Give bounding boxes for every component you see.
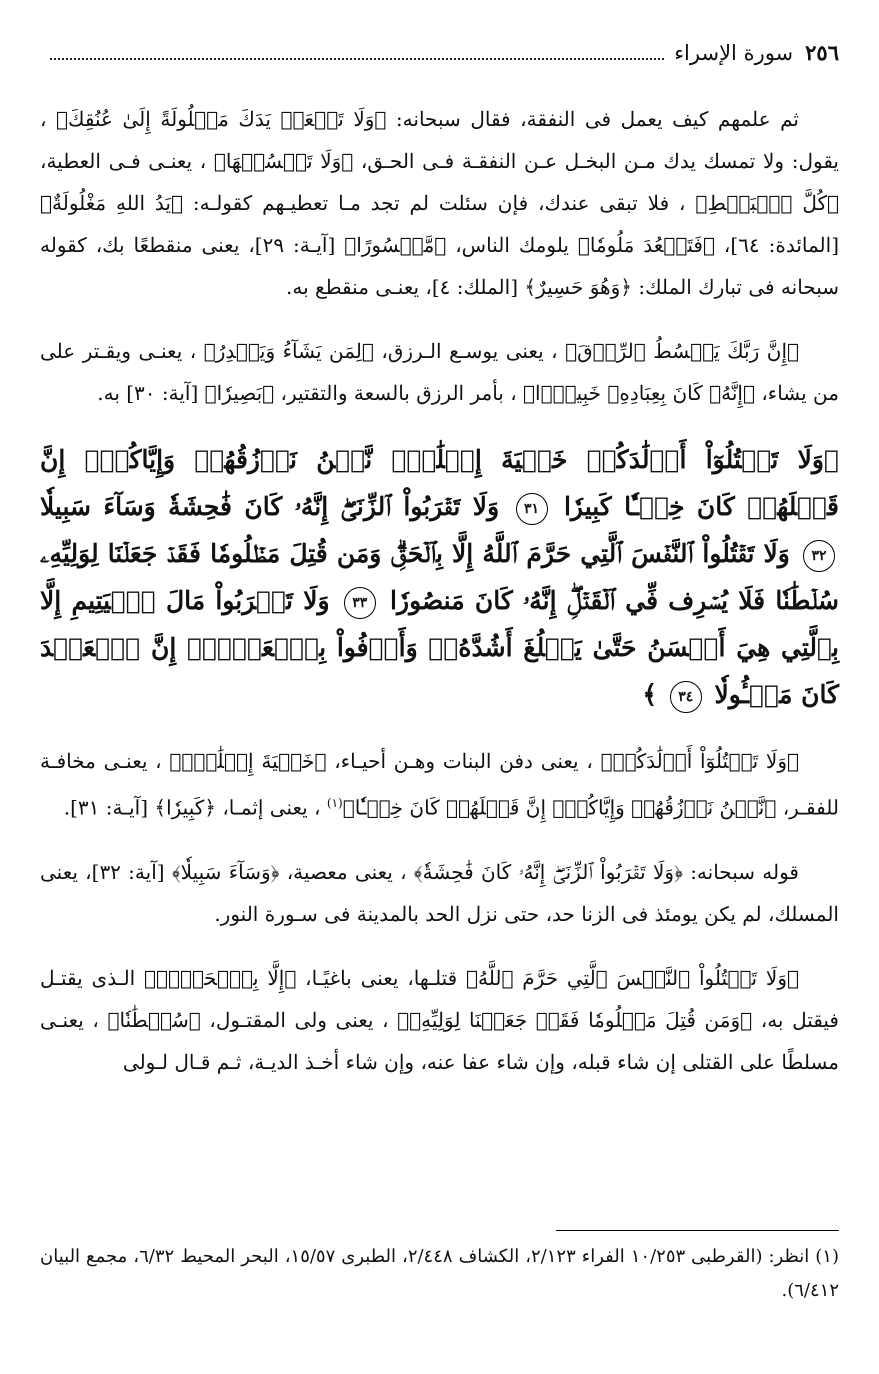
verse-number-33: ٣٣ (344, 587, 376, 619)
page-number: ٢٥٦ (805, 40, 839, 65)
verse-31-text: ﴿وَلَا تَقۡتُلُوٓاْ أَوۡلَٰدَكُمۡ خَشۡيَةَ إِمۡلَٰقٖۖ نَّحۡنُ نَرۡزُقُهُمۡ وَإِيَّاكُمۡۚ إِنَّ قَتۡلَهُمۡ كَانَ خِطۡـٔٗا كَبِيرٗا (40, 445, 839, 521)
footnote-ref-1: (١) (326, 796, 343, 810)
verse-number-31: ٣١ (516, 493, 548, 525)
paragraph-5: ﴿وَلَا تَقۡتُلُواْ ٱلنَّفۡسَ ٱلَّتِي حَرَّمَ ٱللَّهُ﴾ قتلـها، يعنى باغيًـا، ﴿إِلَّا بِٱلۡحَقِّۗ﴾ الـذى يقتـل فيقتل به، ﴿وَمَن قُتِلَ مَظۡلُومٗا فَقَدۡ جَعَلۡنَا لِوَلِيِّهِۦ﴾ ، يعنى ولى المقتـول، ﴿سُلۡطَٰنٗا﴾ ، يعنـى مسلطًا على القتلى إن شاء قبله، وإن شاء عفا عنه، وإن شاء أخـذ الديـة، ثـم قـال لـولى (40, 965, 839, 1074)
footnote-separator (556, 1230, 839, 1231)
verse-32-text: وَلَا تَقۡرَبُواْ ٱلزِّنَىٰٓۖ إِنَّهُۥ كَانَ فَٰحِشَةٗ وَسَآءَ سَبِيلٗا (40, 492, 500, 521)
header-dotted-leader (50, 42, 664, 60)
verse-34-text: وَلَا تَقۡرَبُواْ مَالَ ٱلۡيَتِيمِ إِلَّا بِٱلَّتِي هِيَ أَحۡسَنُ حَتَّىٰ يَبۡلُغَ أَشُدَّهُۥۚ وَأَوۡفُواْ بِٱلۡعَهۡدِۖ إِنَّ ٱلۡعَهۡدَ كَانَ مَسۡـُٔولٗا (40, 586, 839, 709)
page-header (40, 40, 839, 78)
footnote-1: (١) انظر: (القرطبى ١٠/٢٥٣ الفراء ٢/١٢٣، الكشاف ٢/٤٤٨، الطبرى ١٥/٥٧، البحر المحيط ٦/٣٢، مجمع البيان ٦/٤١٢). (40, 1246, 839, 1301)
paragraph-3-part-b: ، يعنى إثمـا، ﴿كَبِيرٗا﴾ [آيـة: ٣١]. (63, 795, 321, 820)
verse-number-34: ٣٤ (670, 681, 702, 713)
quran-verses-block (40, 436, 839, 718)
paragraph-4: قوله سبحانه: ﴿وَلَا تَقۡرَبُواْ ٱلزِّنَىٰٓۖ إِنَّهُۥ كَانَ فَٰحِشَةٗ﴾ ، يعنى معصية، ﴿وَسَآءَ سَبِيلٗا﴾ [آية: ٣٢]، يعنى المسلك، لم يكن يومئذ فى الزنا حد، حتى نزل الحد بالمدينة فى سـورة النور. (40, 859, 839, 926)
page-body (40, 98, 839, 1083)
paragraph-3-part-a: ﴿وَلَا تَقۡتُلُوٓاْ أَوۡلَٰدَكُمۡ﴾ ، يعنى دفن البنات وهـن أحيـاء، ﴿خَشۡيَةَ إِمۡلَٰقٖۖ﴾ ، يعنـى مخافـة للفقـر، ﴿نَّحۡنُ نَرۡزُقُهُمۡ وَإِيَّاكُمۡۚ إِنَّ قَتۡلَهُمۡ كَانَ خِطۡـٔٗا﴾ (40, 749, 839, 820)
verse-block-close: ﴾ (642, 680, 658, 709)
verse-33-text: وَلَا تَقۡتُلُواْ ٱلنَّفۡسَ ٱلَّتِي حَرَّمَ ٱللَّهُ إِلَّا بِٱلۡحَقِّۗ وَمَن قُتِلَ مَظۡلُومٗا فَقَدۡ جَعَلۡنَا لِوَلِيِّهِۦ سُلۡطَٰنٗا فَلَا يُسۡرِف فِّي ٱلۡقَتۡلِۖ إِنَّهُۥ كَانَ مَنصُورٗا (40, 539, 839, 615)
paragraph-1: ثم علمهم كيف يعمل فى النفقة، فقال سبحانه: ﴿وَلَا تَجۡعَلۡ يَدَكَ مَغۡلُولَةً إِلَىٰ عُنُقِكَ﴾ ، يقول: ولا تمسك يدك مـن البخـل عـن النفقـة فـى الحـق، ﴿وَلَا تَبۡسُطۡهَا﴾ ، يعنـى فـى العطية، ﴿كُلَّ ٱلۡبَسۡطِ﴾ ، فلا تبقى عندك، فإن سئلت لم تجد مـا تعطيـهم كقولـه: ﴿يَدُ اللهِ مَغْلُولَةٌ﴾ [المائدة: ٦٤]، ﴿فَتَقۡعُدَ مَلُومٗا﴾ يلومك الناس، ﴿مَّحۡسُورًا﴾ [آيـة: ٢٩]، يعنى منقطعًا بك، كقوله سبحانه فى تبارك الملك: ﴿وَهُوَ حَسِيرٌ﴾ [الملك: ٤]، يعنـى منقطع به. (40, 107, 839, 299)
verse-number-32: ٣٢ (803, 540, 835, 572)
paragraph-2: ﴿إِنَّ رَبَّكَ يَبۡسُطُ ٱلرِّزۡقَ﴾ ، يعنى يوسـع الـرزق، ﴿لِمَن يَشَآءُ وَيَقۡدِرُ﴾ ، يعنـى ويقـتر على من يشاء، ﴿إِنَّهُۥ كَانَ بِعِبَادِهِۦ خَبِيرَۢا﴾ ، بأمر الرزق بالسعة والتقتير، ﴿بَصِيرٗا﴾ [آية: ٣٠] به. (40, 339, 839, 405)
sura-name: سورة الإسراء (674, 41, 794, 65)
paragraph-3 (40, 740, 839, 829)
